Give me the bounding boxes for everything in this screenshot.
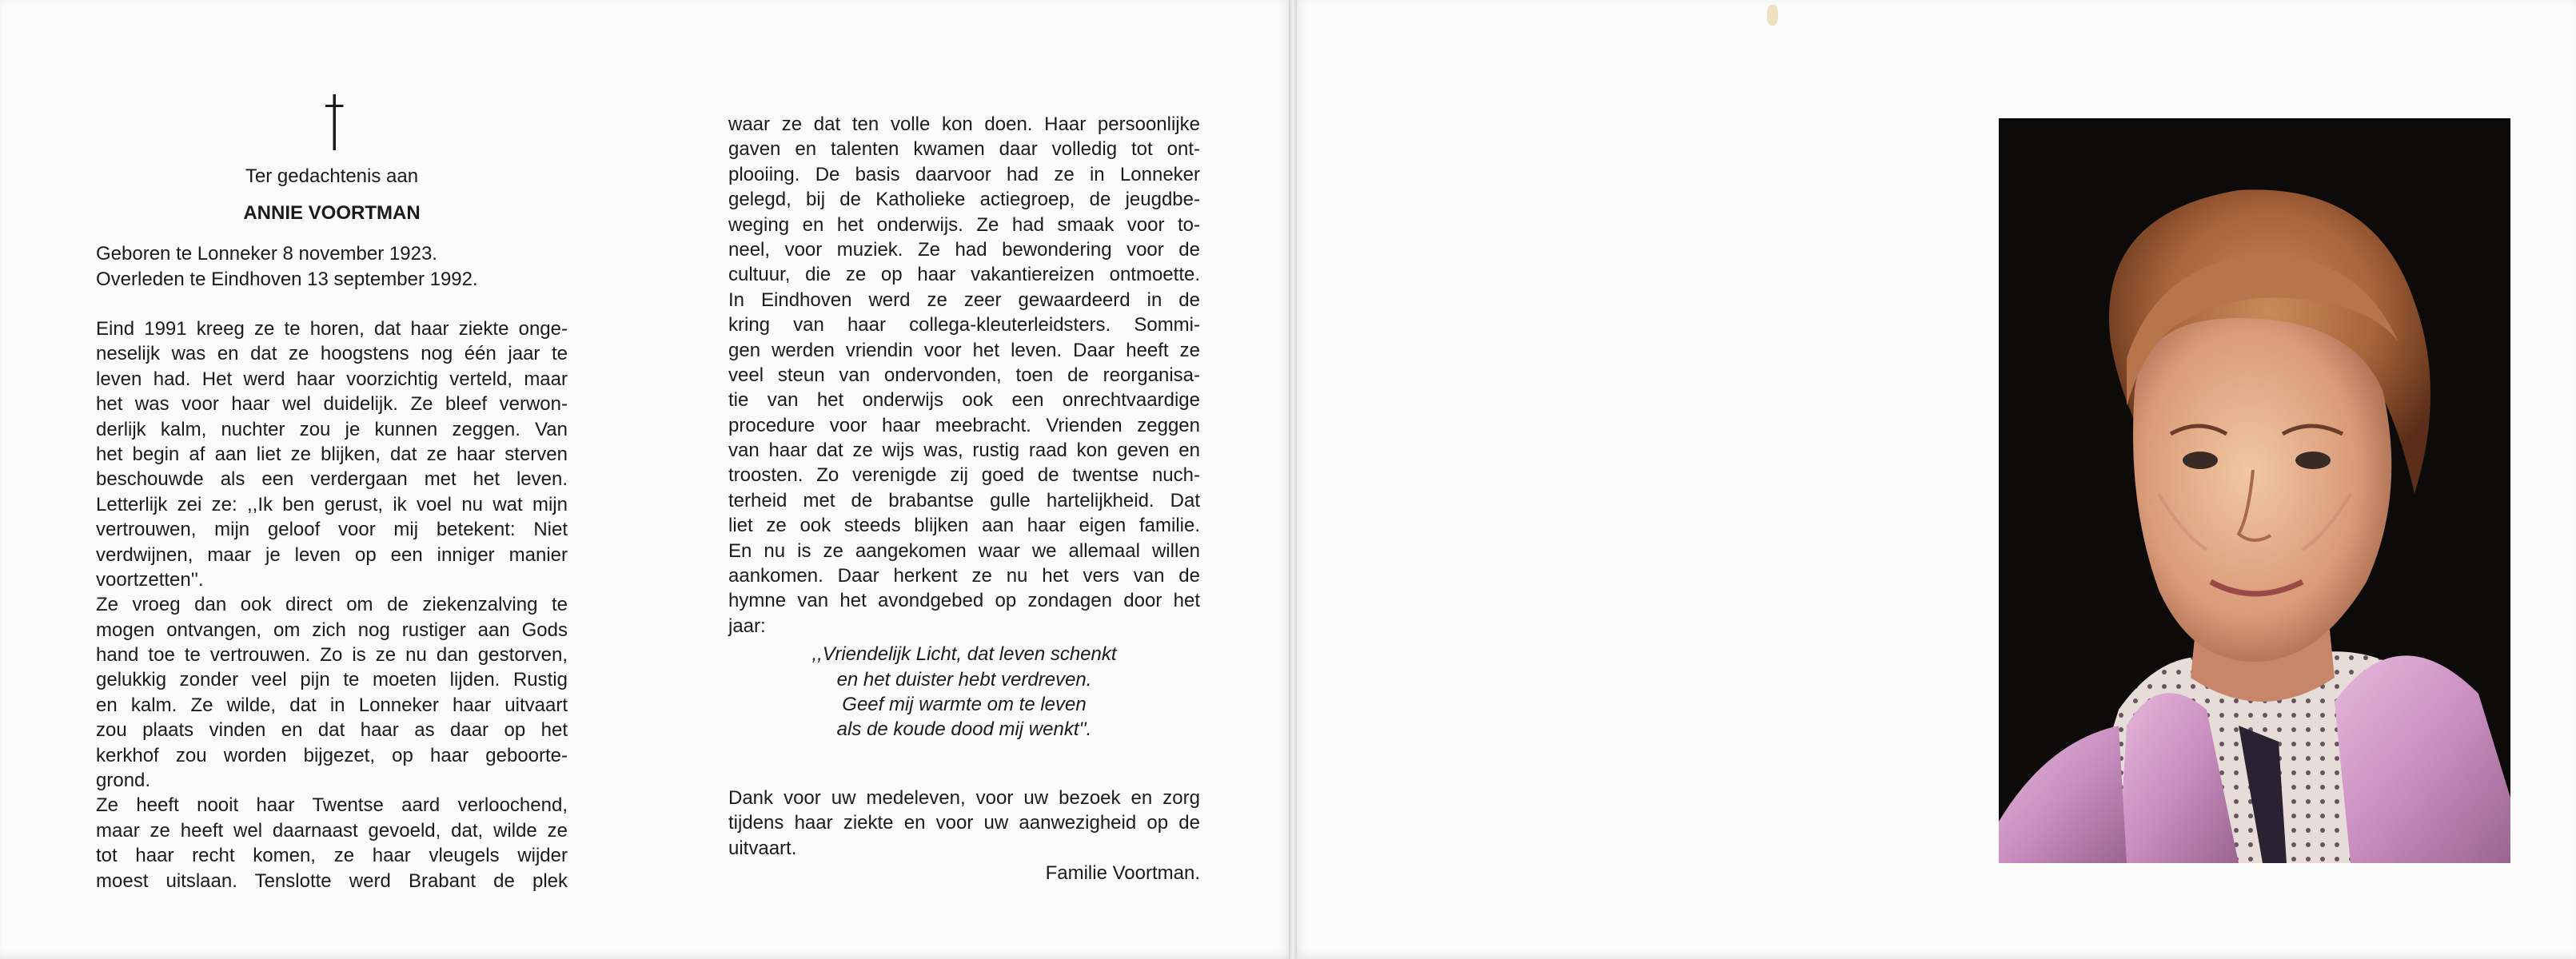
portrait-photo [1999,118,2510,863]
text-line: derlijk kalm, nuchter zou je kunnen zeggen. Van [96,418,568,440]
text-line: tie van het onderwijs ook een onrechtvaardige [728,389,1200,412]
text-line: cultuur, die ze op haar vakantiereizen ontmoette. [728,264,1200,286]
cross-icon [311,94,359,150]
text-line: hymne van het avondgebed op zondagen door het [728,590,1200,612]
text-line: neselijk was en dat ze hoogstens nog één jaar te [96,343,568,365]
thanks-line: tijdens haar ziekte en voor uw aanwezigheid op de [728,812,1200,834]
poem-line: Geef mij warmte om te leven [842,693,1087,715]
text-line: weging en het onderwijs. Ze had smaak voor to- [728,213,1200,236]
text-line: kring van haar collega-kleuterleidsters. Sommi- [728,314,1200,336]
text-line: neel, voor muziek. Ze had bewondering voor de [728,238,1200,261]
text-line: zou plaats vinden en dat haar as daar op het [96,719,568,742]
biography-text-left [96,316,568,893]
card-fold [1289,0,1297,959]
text-line: beschouwde als een verdergaan met het leven. [96,468,568,491]
text-line: het was voor haar wel duidelijk. Ze bleef verwon- [96,393,568,416]
text-line: Eind 1991 kreeg ze te horen, dat haar ziekte onge- [96,318,568,340]
text-line: jaar: [728,615,766,637]
text-line: gelegd, bij de Katholieke actiegroep, de jeugdbe- [728,189,1200,211]
text-line: Ze heeft nooit haar Twentse aard verloochend, [96,794,568,817]
portrait-illustration [1999,118,2510,863]
text-line: het begin af aan liet ze blijken, dat ze haar sterven [96,443,568,465]
text-line: maar ze heeft wel daarnaast gevoeld, dat, wilde ze [96,819,568,842]
text-line: leven had. Het werd haar voorzichtig verteld, maar [96,368,568,390]
signature: Familie Voortman. [1045,862,1200,884]
deceased-name: ANNIE VOORTMAN [243,202,421,224]
thanks-line: uitvaart. [728,837,797,859]
text-line: Ze vroeg dan ook direct om de ziekenzalving te [96,594,568,616]
text-line: tot haar recht komen, ze haar vleugels wijder [96,845,568,867]
text-line: hand toe te vertrouwen. Zo is ze nu dan gestorven, [96,644,568,667]
text-line: aankomen. Daar herkent ze nu het vers van de [728,565,1200,587]
text-line: moest uitslaan. Tenslotte werd Brabant de plek [96,869,568,892]
text-line: kerkhof zou worden bijgezet, op haar geboorte- [96,744,568,766]
text-line: gaven en talenten kwamen daar volledig tot ont- [728,138,1200,161]
text-line: gelukkig zonder veel pijn te moeten lijden. Rustig [96,669,568,691]
text-line: procedure voor haar meebracht. Vrienden zeggen [728,414,1200,436]
memorial-intro: Ter gedachtenis aan [245,165,419,187]
text-line: verdwijnen, maar je leven op een inniger manier [96,543,568,566]
thanks-line: Dank voor uw medeleven, voor uw bezoek en zorg [728,786,1200,809]
text-line: plooiing. De basis daarvoor had ze in Lonneker [728,163,1200,185]
text-line: waar ze dat ten volle kon doen. Haar persoonlijke [728,113,1200,135]
text-line: troosten. Zo verenigde zij goed de twentse nuch- [728,464,1200,487]
text-line: mogen ontvangen, om zich nog rustiger aan Gods [96,619,568,641]
text-line: veel steun van ondervonden, toen de reorganisa- [728,364,1200,386]
text-line: Letterlijk zei ze: ,,Ik ben gerust, ik voel nu wat mijn [96,493,568,515]
biography-text-right [728,112,1200,639]
text-line: vertrouwen, mijn geloof voor mij betekent: Niet [96,519,568,541]
text-line: terheid met de brabantse gulle hartelijkheid. Dat [728,489,1200,511]
birth-line: Geboren te Lonneker 8 november 1923. [96,243,437,265]
text-line: In Eindhoven werd ze zeer gewaardeerd in de [728,288,1200,311]
thanks-text [728,786,1200,861]
right-text-column [728,112,1200,885]
text-line: En nu is ze aangekomen waar we allemaal willen [728,539,1200,562]
text-line: van haar dat ze wijs was, rustig raad kon geven en [728,440,1200,462]
hymn-poem [728,639,1200,742]
poem-line: als de koude dood mij wenkt''. [836,718,1092,741]
poem-line: en het duister hebt verdreven. [836,668,1092,690]
paper-speck [1767,5,1778,26]
text-line: grond. [96,770,151,792]
text-line: en kalm. Ze wilde, dat in Lonneker haar uitvaart [96,694,568,716]
text-line: gen werden vriendin voor het leven. Daar heeft ze [728,339,1200,361]
text-line: voortzetten''. [96,568,204,591]
text-line: liet ze ook steeds blijken aan haar eigen familie. [728,515,1200,537]
death-line: Overleden te Eindhoven 13 september 1992. [96,269,478,290]
poem-line: ,,Vriendelijk Licht, dat leven schenkt [811,643,1117,666]
